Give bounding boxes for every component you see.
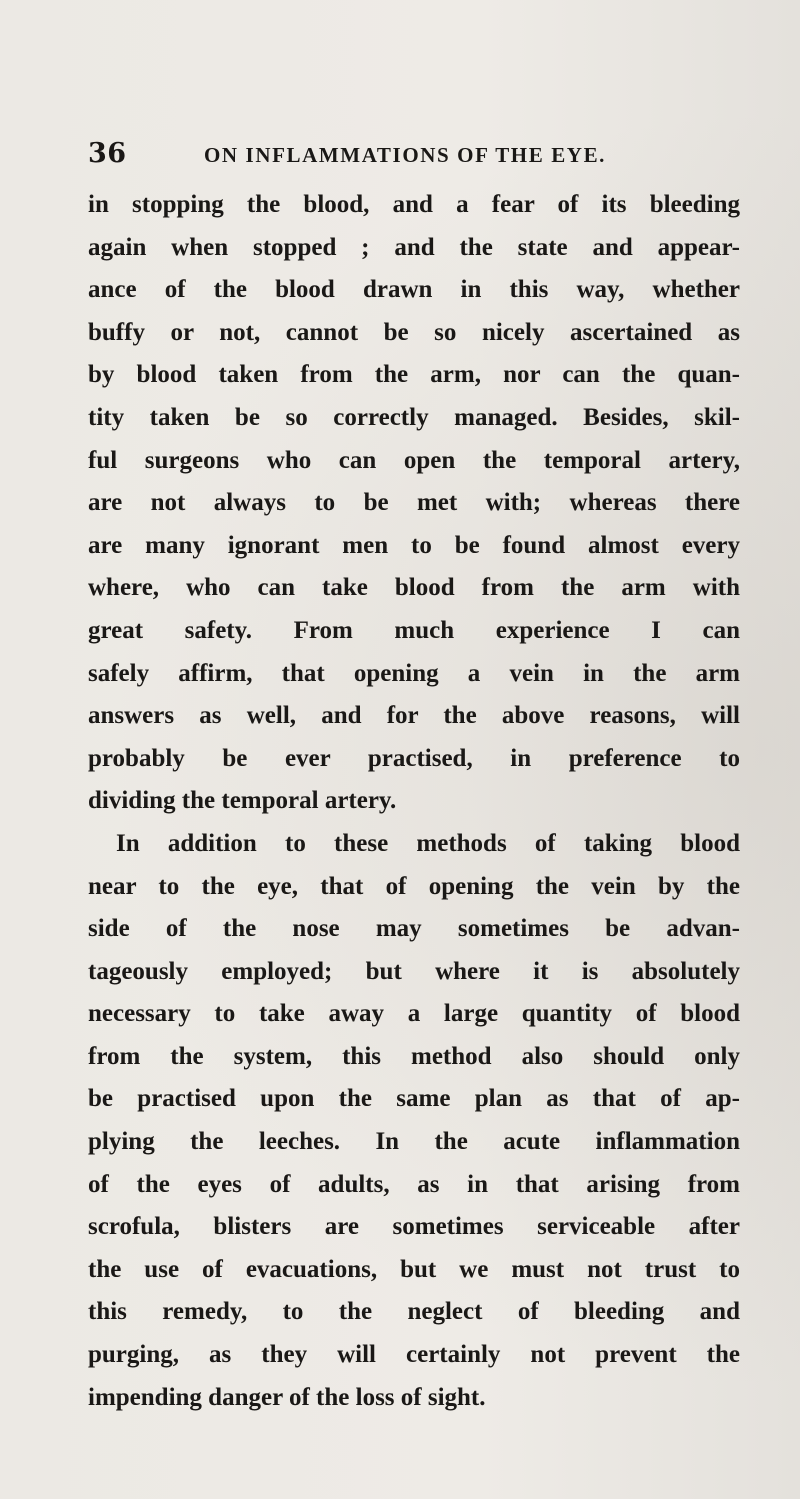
text-line: are not always to be met with; whereas there	[88, 489, 740, 517]
text-line: where, who can take blood from the arm with	[88, 574, 740, 602]
text-line: necessary to take away a large quantity of blood	[88, 1000, 740, 1028]
text-line: buffy or not, cannot be so nicely ascertained as	[88, 318, 740, 346]
text-line: of the eyes of adults, as in that arising from	[88, 1170, 740, 1198]
page-number: 36	[88, 138, 127, 169]
paragraph-end-line: impending danger of the loss of sight.	[88, 1383, 486, 1411]
text-line: near to the eye, that of opening the vein by the	[88, 872, 740, 900]
text-line: safely affirm, that opening a vein in the arm	[88, 659, 740, 687]
text-line: purging, as they will certainly not prevent the	[88, 1341, 740, 1369]
text-line: plying the leeches. In the acute inflammation	[88, 1128, 740, 1156]
text-line: again when stopped ; and the state and appear-	[88, 233, 740, 261]
text-line: are many ignorant men to be found almost every	[88, 531, 740, 559]
text-line: scrofula, blisters are sometimes serviceable after	[88, 1213, 740, 1241]
text-line: the use of evacuations, but we must not trust to	[88, 1255, 740, 1283]
text-line: ance of the blood drawn in this way, whether	[88, 276, 740, 304]
paragraph-end-line: dividing the temporal artery.	[88, 787, 397, 815]
text-line: tity taken be so correctly managed. Besides, skil-	[88, 403, 740, 431]
text-line: side of the nose may sometimes be advan-	[88, 915, 740, 943]
text-line: ful surgeons who can open the temporal artery,	[88, 446, 740, 474]
text-line: probably be ever practised, in preference to	[88, 744, 740, 772]
text-line: be practised upon the same plan as that of ap-	[88, 1085, 740, 1113]
text-line: tageously employed; but where it is absolutely	[88, 957, 740, 985]
paragraph-start-line: In addition to these methods of taking blood	[116, 829, 740, 857]
text-line: from the system, this method also should only	[88, 1042, 740, 1070]
running-head: ON INFLAMMATIONS OF THE EYE.	[204, 143, 607, 167]
text-line: answers as well, and for the above reasons, will	[88, 702, 740, 730]
text-line: in stopping the blood, and a fear of its bleeding	[88, 191, 740, 218]
page-header	[88, 136, 728, 172]
text-line: this remedy, to the neglect of bleeding and	[88, 1298, 740, 1326]
body-text	[88, 184, 740, 1419]
text-line: great safety. From much experience I can	[88, 616, 740, 644]
text-line: by blood taken from the arm, nor can the quan-	[88, 361, 740, 389]
